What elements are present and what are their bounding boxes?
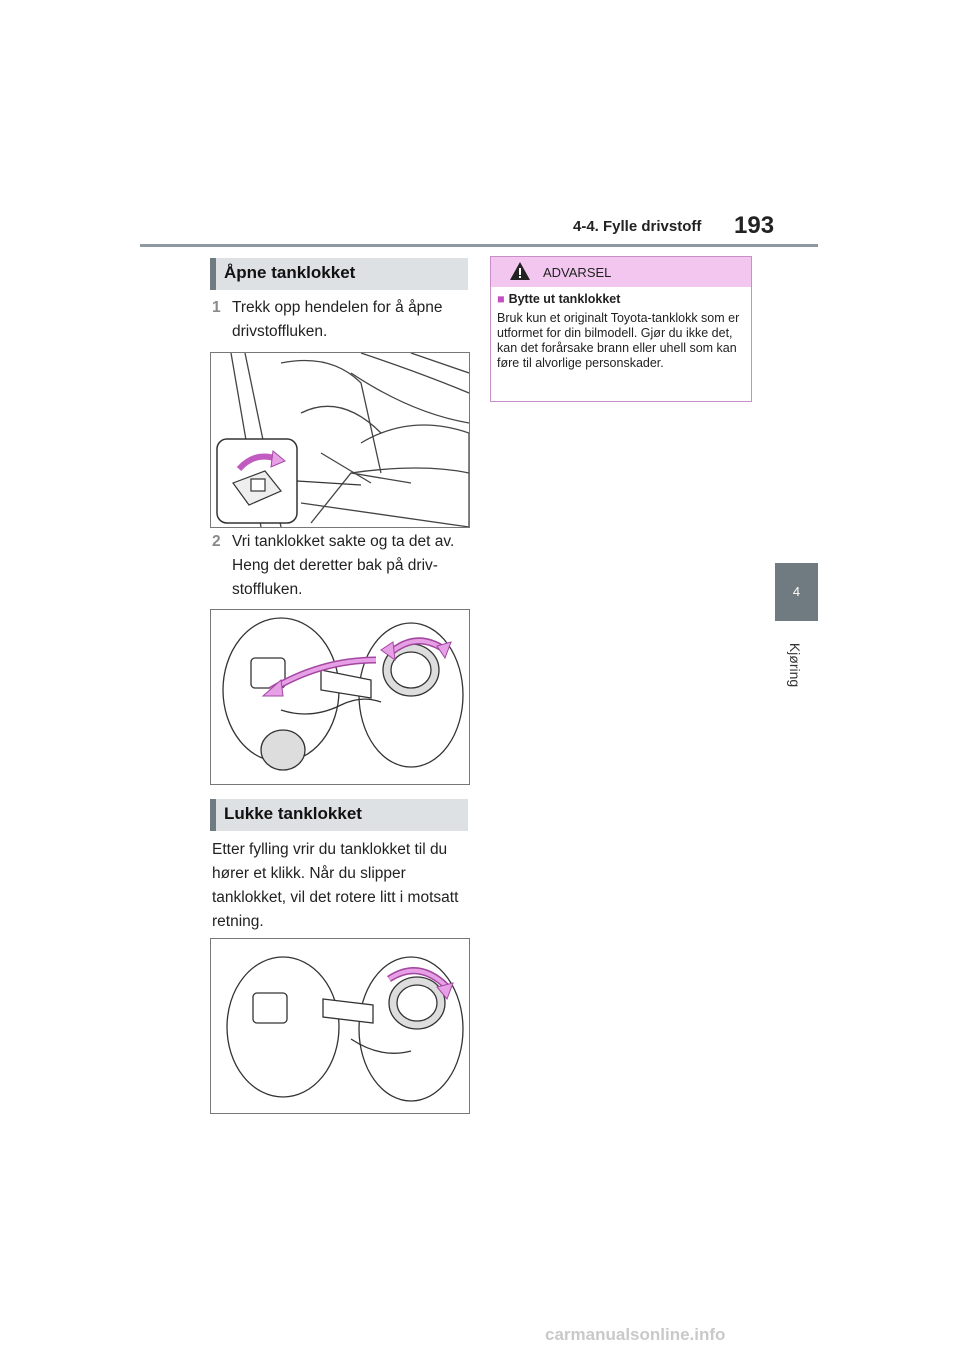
header-rule: [140, 244, 818, 247]
chapter-tab: 4: [775, 563, 818, 621]
warning-label: ADVARSEL: [543, 265, 612, 280]
fuel-cap-closing-illustration: [210, 938, 470, 1114]
lever-illustration: [210, 352, 470, 528]
close-instructions: Etter fylling vrir du tanklokket til du hører et klikk. Når du slipper tanklokket, vil det rotere litt i motsatt retning.: [212, 841, 459, 930]
section-title: 4-4. Fylle drivstoff: [573, 218, 702, 235]
step-1: 1 Trekk opp hendelen for å åpne drivstoffluken.: [212, 296, 472, 346]
open-section-header: [210, 258, 468, 290]
step-1-text: Trekk opp hendelen for å åpne drivstoffluken.: [232, 299, 443, 340]
warning-body: Bruk kun et originalt Toyota-tanklokk som er utformet for din bilmodell. Gjør du ikke det, kan det forårsake brann eller uhell som kan føre til alvorlige personskader.: [497, 311, 740, 370]
warning-subtitle-row: [497, 292, 620, 306]
fuel-cap-removal-illustration: [210, 609, 470, 785]
warning-box: [490, 256, 752, 402]
watermark: carmanualsonline.info: [545, 1325, 726, 1344]
bullet-square-icon: ■: [497, 292, 505, 306]
open-section-title: Åpne tanklokket: [224, 263, 356, 282]
chapter-label: Kjøring: [787, 642, 803, 688]
page-number: 193: [734, 212, 775, 239]
close-section-header: [210, 799, 468, 831]
warning-header: [491, 257, 751, 287]
warning-triangle-icon: [509, 261, 531, 281]
step-2: 2 Vri tanklokket sakte og ta det av. Heng det deretter bak på driv-stoffluken.: [212, 530, 472, 602]
close-section-title: Lukke tanklokket: [224, 804, 362, 823]
step-2-text: Vri tanklokket sakte og ta det av. Heng det deretter bak på driv-stoffluken.: [232, 533, 455, 598]
warning-subtitle: Bytte ut tanklokket: [508, 292, 621, 306]
